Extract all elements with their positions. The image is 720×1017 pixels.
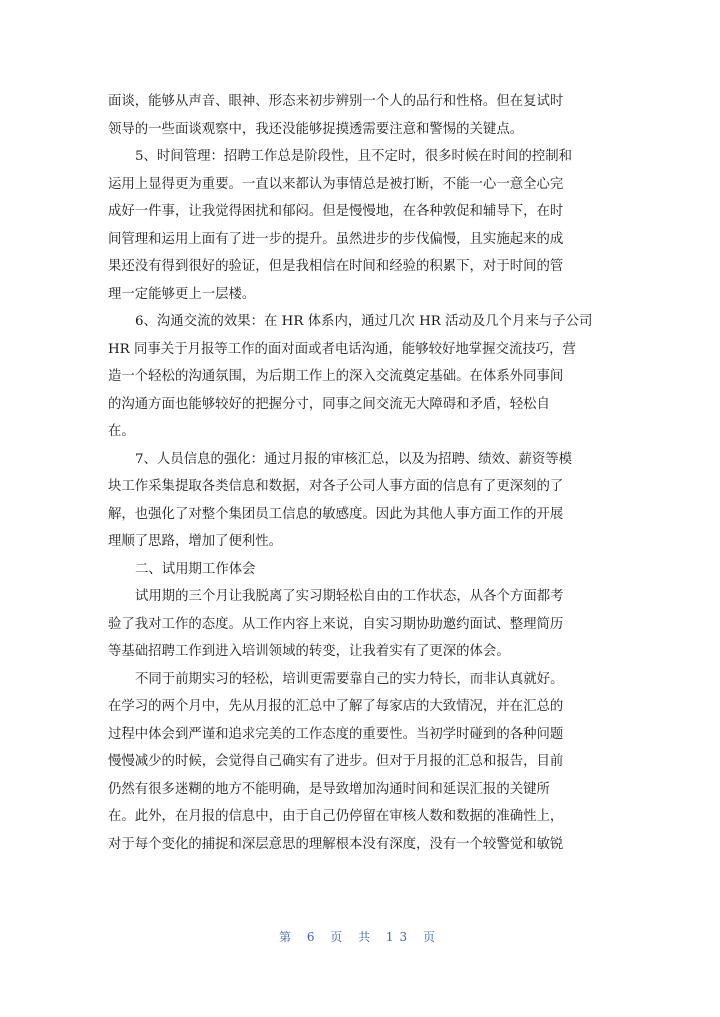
text-line: 等基础招聘工作到进入培训领域的转变，让我着实有了更深的体会。 <box>108 644 510 659</box>
text-line: 二、试用期工作体会 <box>135 561 256 577</box>
text-line: 运用上显得更为重要。一直以来都认为事情总是被打断，不能一心一意全心完 <box>108 176 564 192</box>
text-line: 仍然有很多迷糊的地方不能明确，是导致增加沟通时间和延误汇报的关键所 <box>108 781 550 797</box>
text-line: 果还没有得到很好的验证，但是我相信在时间和经验的积累下，对于时间的管 <box>108 259 564 274</box>
text-line: 5、时间管理：招聘工作总是阶段性，且不定时，很多时候在时间的控制和 <box>135 149 573 164</box>
text-line: 7、人员信息的强化：通过月报的审核汇总，以及为招聘、绩效、薪资等模 <box>135 451 573 467</box>
text-line: 在。 <box>108 424 135 439</box>
text-line: 间管理和运用上面有了进一步的提升。虽然进步的步伐偏慢，且实施起来的成 <box>108 231 564 247</box>
text-line: 不同于前期实习的轻松，培训更需要靠自己的实力特长，而非认真就好。 <box>135 671 564 687</box>
text-line: 在学习的两个月中，先从月报的汇总中了解了每家店的大致情况，并在汇总的 <box>108 699 564 714</box>
text-line: 理一定能够更上一层楼。 <box>108 286 256 302</box>
page-number-footer: 第 6 页 共 13 页 <box>279 930 441 944</box>
text-line: 在。此外，在月报的信息中，由于自己仍停留在审核人数和数据的准确性上， <box>108 809 564 824</box>
text-line: 的沟通方面也能够较好的把握分寸，同事之间交流无大障碍和矛盾，轻松自 <box>108 396 550 412</box>
text-line: 对于每个变化的捕捉和深层意思的理解根本没有深度，没有一个较警觉和敏锐 <box>108 836 564 852</box>
document-body <box>108 88 614 858</box>
text-line: 成好一件事，让我觉得困扰和郁闷。但是慢慢地，在各种敦促和辅导下，在时 <box>108 204 564 219</box>
text-line: 过程中体会到严谨和追求完美的工作态度的重要性。当初学时碰到的各种问题 <box>108 726 564 742</box>
text-line: 造一个轻松的沟通氛围，为后期工作上的深入交流奠定基础。在体系外同事间 <box>108 369 564 384</box>
text-line: 试用期的三个月让我脱离了实习期轻松自由的工作状态，从各个方面都考 <box>135 589 564 604</box>
text-line: 解，也强化了对整个集团员工信息的敏感度。因此为其他人事方面工作的开展 <box>108 506 564 522</box>
text-line: 慢慢减少的时候，会觉得自己确实有了进步。但对于月报的汇总和报告，目前 <box>108 754 564 769</box>
text-line: HR 同事关于月报等工作的面对面或者电话沟通，能够较好地掌握交流技巧，营 <box>108 341 576 357</box>
text-line: 领导的一些面谈观察中，我还没能够捉摸透需要注意和警惕的关键点。 <box>108 121 524 137</box>
text-line: 6、沟通交流的效果：在 HR 体系内，通过几次 HR 活动及几个月来与子公司 <box>135 314 593 329</box>
text-line: 验了我对工作的态度。从工作内容上来说，自实习期协助邀约面试、整理简历 <box>108 616 564 632</box>
text-line: 块工作采集提取各类信息和数据，对各子公司人事方面的信息有了更深刻的了 <box>108 479 564 494</box>
text-line: 理顺了思路，增加了便利性。 <box>108 534 283 549</box>
text-line: 面谈，能够从声音、眼神、形态来初步辨别一个人的品行和性格。但在复试时 <box>108 94 564 109</box>
